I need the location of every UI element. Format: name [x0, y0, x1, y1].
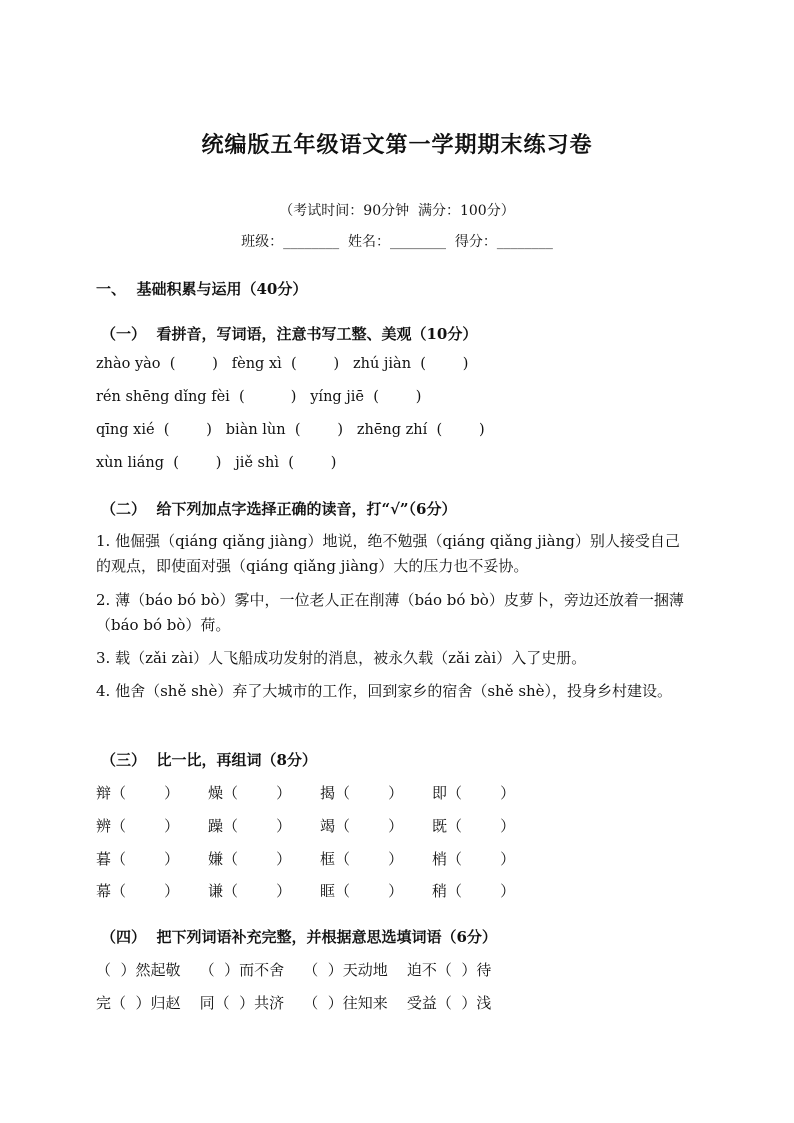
q1-line: zhào yào ( ) fèng xì ( ) zhú jiàn ( ): [96, 356, 469, 372]
q3-cell: 既（ ）: [432, 817, 516, 835]
q2-item: 2. 薄（báo bó bò）雾中，一位老人正在削薄（báo bó bò）皮萝卜，旁边还放着一捆薄（báo bó bò）荷。: [96, 591, 684, 634]
q3-cell: 暮（ ）: [96, 850, 180, 868]
q3-cell: 谦（ ）: [208, 882, 292, 900]
q3-cell: 即（ ）: [432, 784, 516, 802]
q3-cell: 幕（ ）: [96, 882, 180, 900]
q1-line: xùn liáng ( ) jiě shì ( ): [96, 455, 337, 471]
q3-cell: 眶（ ）: [320, 882, 404, 900]
q1-heading: （一） 看拼音，写词语，注意书写工整、美观（10分）: [101, 325, 478, 343]
q3-cell: 稍（ ）: [432, 882, 516, 900]
q3-cell: 揭（ ）: [320, 784, 404, 802]
part1-heading: 一、 基础积累与运用（40分）: [96, 280, 308, 298]
q2-item: 1. 他倔强（qiáng qiǎng jiàng）地说，绝不勉强（qiáng qiǎng jiàng）别人接受自己的观点，即使面对强（qiáng qiǎng jiàng）大的压力也不妥协。: [96, 532, 680, 575]
q3-cell: 框（ ）: [320, 850, 404, 868]
q4-heading: （四） 把下列词语补充完整，并根据意思选填词语（6分）: [101, 928, 497, 946]
page-title: 统编版五年级语文第一学期期末练习卷: [201, 132, 593, 158]
student-info: 班级：________ 姓名：________ 得分：________: [241, 234, 553, 250]
q2-item: 4. 他舍（shě shè）弃了大城市的工作，回到家乡的宿舍（shě shè），投身乡村建设。: [96, 682, 673, 700]
q3-cell: 辩（ ）: [96, 784, 180, 802]
q3-heading: （三） 比一比，再组词（8分）: [101, 751, 317, 769]
q3-cell: 竭（ ）: [320, 817, 404, 835]
q3-cell: 嫌（ ）: [208, 850, 292, 868]
q2-item: 3. 载（zǎi zài）人飞船成功发射的消息，被永久载（zǎi zài）入了史册。: [96, 649, 587, 667]
q3-cell: 梢（ ）: [432, 850, 516, 868]
q4-line: （ ）然起敬 （ ）而不舍 （ ）天动地 迫不（ ）待: [96, 961, 492, 979]
q3-cell: 辨（ ）: [96, 817, 180, 835]
q1-line: rén shēng dǐng fèi ( ) yíng jiē ( ): [96, 389, 422, 405]
q4-line: 完（ ）归赵 同（ ）共济 （ ）往知来 受益（ ）浅: [96, 994, 492, 1012]
exam-info: （考试时间：90分钟 满分：100分）: [279, 203, 515, 219]
q2-heading: （二） 给下列加点字选择正确的读音，打“√”（6分）: [101, 500, 457, 518]
q3-cell: 躁（ ）: [208, 817, 292, 835]
q1-line: qīng xié ( ) biàn lùn ( ) zhēng zhí ( ): [96, 422, 485, 438]
q3-cell: 燥（ ）: [208, 784, 292, 802]
